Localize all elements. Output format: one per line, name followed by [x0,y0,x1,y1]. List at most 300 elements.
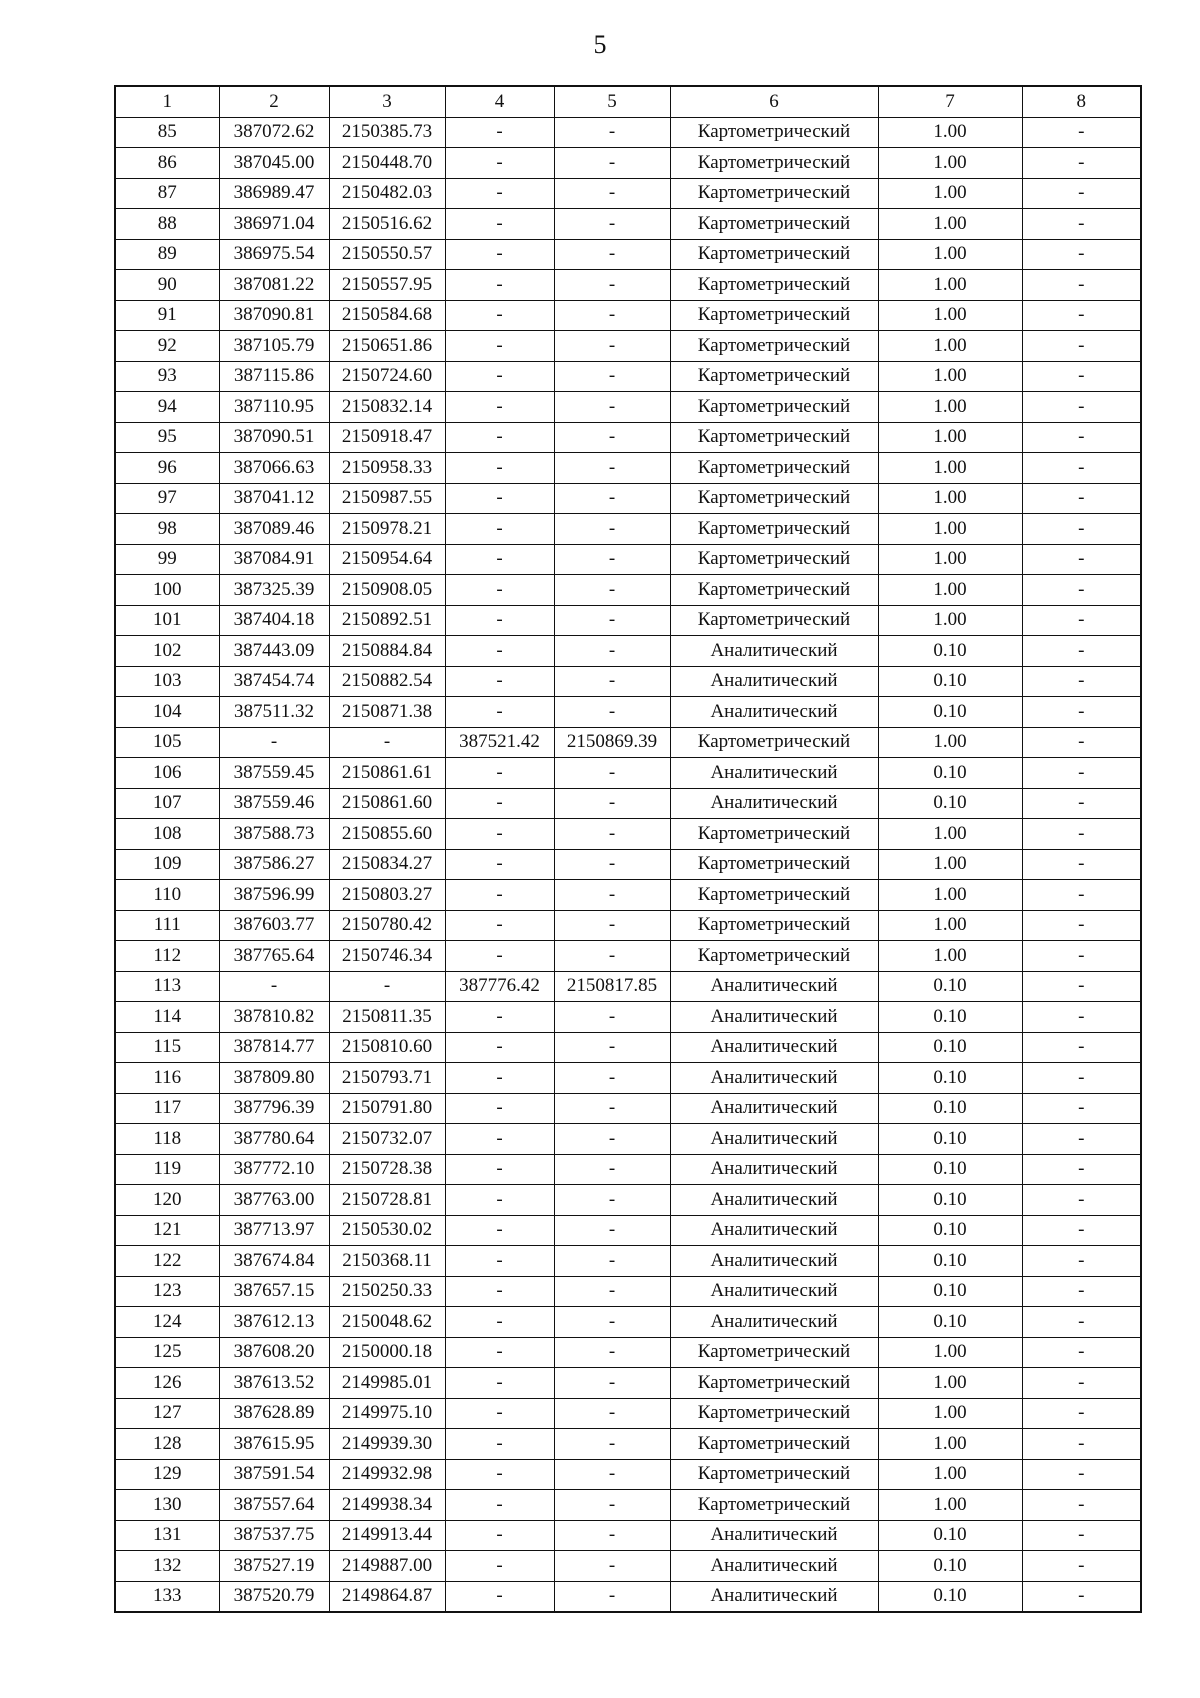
table-cell: 0.10 [878,1520,1022,1551]
table-cell: Картометрический [670,1368,878,1399]
table-cell: 120 [115,1185,219,1216]
table-row [115,941,1141,972]
table-cell: 1.00 [878,605,1022,636]
table-cell: 1.00 [878,422,1022,453]
table-cell: - [445,483,554,514]
table-cell: 107 [115,788,219,819]
table-cell: - [1022,880,1141,911]
table-cell: 105 [115,727,219,758]
table-cell: - [554,1459,670,1490]
table-cell: - [554,300,670,331]
table-cell: 387559.45 [219,758,329,789]
table-row [115,788,1141,819]
table-cell: 89 [115,239,219,270]
table-cell: 2149975.10 [329,1398,445,1429]
table-cell: - [445,117,554,148]
table-cell: Аналитический [670,636,878,667]
table-cell: - [445,300,554,331]
table-cell: - [1022,1185,1141,1216]
table-row [115,1154,1141,1185]
table-cell: 2150954.64 [329,544,445,575]
table-cell: - [554,666,670,697]
table-cell: 0.10 [878,697,1022,728]
table-cell: - [554,1368,670,1399]
table-cell: 87 [115,178,219,209]
table-cell: 387765.64 [219,941,329,972]
table-cell: 2150482.03 [329,178,445,209]
table-cell: Аналитический [670,1246,878,1277]
table-cell: 2150530.02 [329,1215,445,1246]
table-cell: - [554,483,670,514]
table-cell: - [445,361,554,392]
table-cell: - [554,1307,670,1338]
table-cell: - [1022,209,1141,240]
table-cell: - [554,1215,670,1246]
table-cell: 132 [115,1551,219,1582]
table-cell: 387603.77 [219,910,329,941]
table-cell: Аналитический [670,1185,878,1216]
table-row [115,880,1141,911]
table-cell: - [445,1368,554,1399]
table-cell: 118 [115,1124,219,1155]
table-cell: 90 [115,270,219,301]
table-cell: 387115.86 [219,361,329,392]
table-row [115,575,1141,606]
table-cell: 0.10 [878,971,1022,1002]
table-cell: - [1022,544,1141,575]
table-cell: - [445,1551,554,1582]
table-cell: - [554,1581,670,1612]
table-row [115,1398,1141,1429]
table-cell: - [1022,910,1141,941]
table-cell: 387537.75 [219,1520,329,1551]
table-cell: 1.00 [878,1398,1022,1429]
table-cell: 2150810.60 [329,1032,445,1063]
table-cell: - [445,1581,554,1612]
table-cell: Картометрический [670,1459,878,1490]
table-cell: 2150557.95 [329,270,445,301]
table-row [115,209,1141,240]
table-row [115,1002,1141,1033]
table-cell: - [554,361,670,392]
table-cell: 387090.51 [219,422,329,453]
table-cell: 0.10 [878,1093,1022,1124]
table-cell: 2150728.81 [329,1185,445,1216]
table-cell: - [1022,1124,1141,1155]
table-cell: 387325.39 [219,575,329,606]
table-cell: Аналитический [670,1154,878,1185]
table-cell: - [1022,392,1141,423]
table-cell: 2150448.70 [329,148,445,179]
table-row [115,361,1141,392]
table-row [115,758,1141,789]
table-cell: - [445,1307,554,1338]
table-row [115,1276,1141,1307]
table-cell: 128 [115,1429,219,1460]
table-cell: 387511.32 [219,697,329,728]
table-cell: 2149887.00 [329,1551,445,1582]
table-cell: 0.10 [878,1276,1022,1307]
table-cell: - [554,1246,670,1277]
table-cell: - [445,1154,554,1185]
table-cell: - [1022,575,1141,606]
table-cell: 0.10 [878,1002,1022,1033]
table-cell: - [554,880,670,911]
table-cell: 101 [115,605,219,636]
table-cell: Картометрический [670,605,878,636]
table-row [115,483,1141,514]
table-cell: - [1022,1246,1141,1277]
table-cell: - [554,1429,670,1460]
table-cell: - [554,148,670,179]
table-cell: Аналитический [670,1520,878,1551]
table-cell: - [1022,300,1141,331]
table-cell: - [1022,819,1141,850]
table-cell: Картометрический [670,1429,878,1460]
table-row [115,605,1141,636]
table-cell: 0.10 [878,1307,1022,1338]
table-cell: Картометрический [670,1398,878,1429]
table-cell: - [1022,788,1141,819]
table-cell: 387557.64 [219,1490,329,1521]
table-cell: - [554,117,670,148]
table-cell: 387814.77 [219,1032,329,1063]
table-cell: 0.10 [878,636,1022,667]
table-cell: Картометрический [670,239,878,270]
table-cell: 2150368.11 [329,1246,445,1277]
table-cell: 387072.62 [219,117,329,148]
table-cell: - [445,239,554,270]
table-row [115,971,1141,1002]
table-cell: 2150793.71 [329,1063,445,1094]
table-cell: - [445,1459,554,1490]
table-cell: Картометрический [670,514,878,545]
table-row [115,1307,1141,1338]
table-cell: - [1022,971,1141,1002]
table-cell: 1.00 [878,1368,1022,1399]
table-cell: - [445,1246,554,1277]
table-cell: 92 [115,331,219,362]
table-cell: - [554,1032,670,1063]
table-cell: - [554,1185,670,1216]
table-cell: 387657.15 [219,1276,329,1307]
table-cell: 91 [115,300,219,331]
table-cell: Аналитический [670,1215,878,1246]
table-cell: 0.10 [878,788,1022,819]
table-cell: Аналитический [670,1581,878,1612]
table-cell: 1.00 [878,209,1022,240]
table-cell: - [1022,453,1141,484]
table-cell: - [445,331,554,362]
table-cell: 1.00 [878,453,1022,484]
table-cell: 1.00 [878,148,1022,179]
table-cell: - [445,697,554,728]
table-row [115,910,1141,941]
table-row [115,117,1141,148]
table-cell: - [1022,1154,1141,1185]
table-cell: 2150918.47 [329,422,445,453]
table-cell: 2150780.42 [329,910,445,941]
table-cell: 1.00 [878,849,1022,880]
table-cell: - [554,1398,670,1429]
table-cell: - [445,1429,554,1460]
table-cell: 387105.79 [219,331,329,362]
table-cell: 387045.00 [219,148,329,179]
table-cell: - [1022,117,1141,148]
table-cell: - [554,758,670,789]
table-cell: 110 [115,880,219,911]
table-cell: 99 [115,544,219,575]
table-cell: - [329,727,445,758]
table-row [115,239,1141,270]
table-cell: 111 [115,910,219,941]
table-cell: Картометрический [670,941,878,972]
table-row [115,544,1141,575]
table-cell: - [554,1124,670,1155]
table-row [115,422,1141,453]
table-cell: 95 [115,422,219,453]
table-cell: 1.00 [878,544,1022,575]
table-cell: 387612.13 [219,1307,329,1338]
table-cell: 2149864.87 [329,1581,445,1612]
column-header-3: 3 [329,86,445,117]
table-cell: 96 [115,453,219,484]
table-cell: - [554,575,670,606]
table-cell: 387443.09 [219,636,329,667]
table-cell: 85 [115,117,219,148]
table-cell: 387713.97 [219,1215,329,1246]
table-cell: 387521.42 [445,727,554,758]
table-cell: 2150584.68 [329,300,445,331]
table-cell: - [445,1337,554,1368]
table-cell: Картометрический [670,1490,878,1521]
table-cell: - [554,605,670,636]
table-cell: 2150978.21 [329,514,445,545]
table-cell: Картометрический [670,819,878,850]
table-cell: - [554,636,670,667]
table-cell: 387776.42 [445,971,554,1002]
table-cell: - [554,788,670,819]
table-header-row [115,86,1141,117]
table-cell: - [554,453,670,484]
table-cell: Картометрический [670,575,878,606]
table-cell: - [445,544,554,575]
table-cell: 133 [115,1581,219,1612]
table-cell: - [554,697,670,728]
table-cell: - [1022,697,1141,728]
table-cell: - [1022,483,1141,514]
table-cell: 0.10 [878,1581,1022,1612]
table-cell: 2150550.57 [329,239,445,270]
table-cell: - [554,331,670,362]
table-cell: 131 [115,1520,219,1551]
table-cell: - [1022,361,1141,392]
table-cell: - [554,1002,670,1033]
table-cell: 2150855.60 [329,819,445,850]
table-cell: 1.00 [878,1429,1022,1460]
table-cell: 387527.19 [219,1551,329,1582]
table-cell: - [445,758,554,789]
table-cell: 127 [115,1398,219,1429]
table-cell: Аналитический [670,666,878,697]
table-cell: - [554,1063,670,1094]
table-cell: - [445,209,554,240]
table-cell: - [1022,178,1141,209]
table-cell: 0.10 [878,1032,1022,1063]
table-cell: 102 [115,636,219,667]
column-header-5: 5 [554,86,670,117]
table-cell: Аналитический [670,788,878,819]
table-cell: 387772.10 [219,1154,329,1185]
table-row [115,1032,1141,1063]
table-row [115,1185,1141,1216]
table-cell: - [445,148,554,179]
table-cell: 387780.64 [219,1124,329,1155]
table-cell: 2150871.38 [329,697,445,728]
table-cell: 2150811.35 [329,1002,445,1033]
table-cell: 103 [115,666,219,697]
table-cell: 0.10 [878,1063,1022,1094]
table-cell: 1.00 [878,239,1022,270]
table-cell: - [329,971,445,1002]
column-header-1: 1 [115,86,219,117]
table-cell: 121 [115,1215,219,1246]
table-row [115,1520,1141,1551]
table-cell: Аналитический [670,697,878,728]
table-cell: 387796.39 [219,1093,329,1124]
table-cell: 387591.54 [219,1459,329,1490]
table-cell: 387615.95 [219,1429,329,1460]
table-cell: - [1022,1368,1141,1399]
table-cell: 130 [115,1490,219,1521]
table-row [115,1215,1141,1246]
table-cell: 94 [115,392,219,423]
table-row [115,1429,1141,1460]
table-cell: - [554,270,670,301]
column-header-8: 8 [1022,86,1141,117]
table-cell: 387674.84 [219,1246,329,1277]
table-cell: 1.00 [878,910,1022,941]
table-cell: - [554,1154,670,1185]
table-cell: - [1022,605,1141,636]
table-cell: - [445,1032,554,1063]
column-header-7: 7 [878,86,1022,117]
table-cell: 387588.73 [219,819,329,850]
table-row [115,1490,1141,1521]
table-cell: 387586.27 [219,849,329,880]
table-cell: 2150958.33 [329,453,445,484]
table-row [115,178,1141,209]
table-cell: 98 [115,514,219,545]
table-cell: - [445,1093,554,1124]
table-cell: Картометрический [670,178,878,209]
table-cell: Картометрический [670,209,878,240]
table-cell: 93 [115,361,219,392]
table-cell: 119 [115,1154,219,1185]
table-cell: 2150803.27 [329,880,445,911]
table-row [115,1093,1141,1124]
table-cell: 387084.91 [219,544,329,575]
table-cell: - [219,971,329,1002]
table-cell: 1.00 [878,270,1022,301]
table-cell: - [445,1063,554,1094]
table-cell: - [1022,1429,1141,1460]
table-cell: 0.10 [878,1551,1022,1582]
table-cell: Картометрический [670,361,878,392]
table-cell: 387110.95 [219,392,329,423]
table-cell: - [554,178,670,209]
table-cell: 1.00 [878,727,1022,758]
table-cell: 2150861.61 [329,758,445,789]
table-cell: 109 [115,849,219,880]
table-cell: 387559.46 [219,788,329,819]
table-cell: - [1022,1215,1141,1246]
table-cell: - [554,849,670,880]
table-cell: 386971.04 [219,209,329,240]
table-cell: Аналитический [670,1002,878,1033]
table-cell: - [554,422,670,453]
table-cell: Картометрический [670,300,878,331]
table-cell: 2149939.30 [329,1429,445,1460]
table-cell: 2150746.34 [329,941,445,972]
table-cell: - [554,514,670,545]
table-cell: - [1022,148,1141,179]
table-cell: 1.00 [878,514,1022,545]
table-cell: 2150882.54 [329,666,445,697]
table-cell: 1.00 [878,178,1022,209]
table-cell: - [1022,1032,1141,1063]
table-cell: - [445,788,554,819]
table-cell: Аналитический [670,758,878,789]
table-row [115,1368,1141,1399]
table-cell: 2150791.80 [329,1093,445,1124]
table-cell: 2150385.73 [329,117,445,148]
table-cell: 387596.99 [219,880,329,911]
table-row [115,331,1141,362]
table-cell: 387613.52 [219,1368,329,1399]
table-cell: 117 [115,1093,219,1124]
table-cell: 0.10 [878,1185,1022,1216]
table-cell: 1.00 [878,941,1022,972]
table-cell: 2150048.62 [329,1307,445,1338]
table-cell: 1.00 [878,483,1022,514]
table-cell: Картометрический [670,910,878,941]
table-cell: 116 [115,1063,219,1094]
table-cell: 112 [115,941,219,972]
table-cell: 387763.00 [219,1185,329,1216]
table-cell: 123 [115,1276,219,1307]
table-cell: 386989.47 [219,178,329,209]
table-cell: Картометрический [670,270,878,301]
table-cell: - [445,270,554,301]
table-cell: - [445,422,554,453]
table-row [115,453,1141,484]
table-cell: - [445,1124,554,1155]
table-cell: 1.00 [878,1490,1022,1521]
table-cell: 387809.80 [219,1063,329,1094]
table-cell: - [1022,941,1141,972]
table-cell: - [1022,849,1141,880]
table-cell: 106 [115,758,219,789]
table-cell: - [554,1551,670,1582]
table-row [115,819,1141,850]
table-cell: - [554,1337,670,1368]
table-cell: 2150908.05 [329,575,445,606]
table-cell: - [445,880,554,911]
table-cell: 387608.20 [219,1337,329,1368]
table-cell: - [445,392,554,423]
table-cell: - [445,178,554,209]
